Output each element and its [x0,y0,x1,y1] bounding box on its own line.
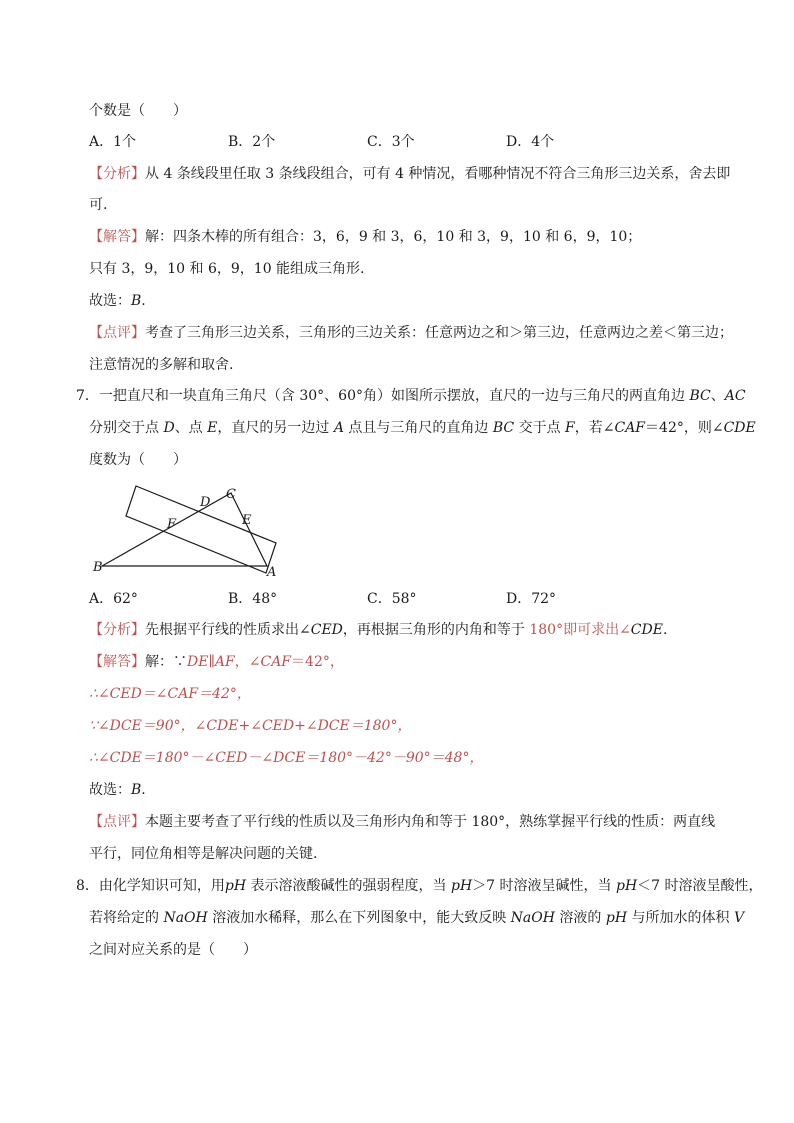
comment-text: 考查了三角形三边关系，三角形的三边关系：任意两边之和＞第三边，任意两边之差＜第三边； [145,325,733,341]
comment-tag: 【点评】 [89,325,145,341]
q7-comment-cont: 平行，同位角相等是解决问题的关键. [89,846,318,862]
q7-solution: 【解答】解：∵DE∥AF，∠CAF＝42°， [89,654,344,670]
analysis-tag: 【分析】 [89,166,145,182]
q7-stem-line1: 7．一把直尺和一块直角三角尺（含 30°、60°角）如图所示摆放，直尺的一边与三角尺的两直角边 BC、AC [76,388,746,404]
q7-stem-line2: 分别交于点 D、点 E，直尺的另一边过 A 点且与三角尺的直角边 BC 交于点 F，若∠CAF＝42°，则∠CDE [89,420,756,436]
q6-solution [89,227,641,247]
q7-step3: ∴∠CDE＝180°－∠CED－∠DCE＝180°－42°－90°＝48°， [89,750,484,766]
q7-analysis: 【分析】先根据平行线的性质求出∠CED，再根据三角形的内角和等于 180°即可求出∠CDE. [89,622,668,638]
label-C: C [226,487,236,502]
q6-stem-tail: 个数是（ ） [89,103,187,119]
q6-option-d[interactable]: D．4个 [506,134,555,150]
q6-answer: 故选：B. [89,293,146,309]
answer-letter: B [131,293,142,309]
analysis-text: 从 4 条线段里任取 3 条线段组合，可有 4 种情况，看哪种情况不符合三角形三边关系，舍去即 [145,166,731,182]
solution-text: 解：四条木棒的所有组合：3，6，9 和 3，6，10 和 3，9，10 和 6，9，10； [145,229,642,245]
q6-comment [89,323,733,343]
q8-stem-line1: 8．由化学知识可知，用pH 表示溶液酸碱性的强弱程度，当 pH＞7 时溶液呈碱性，当 pH＜7 时溶液呈酸性， [76,878,763,894]
label-D: D [200,495,211,510]
q7-stem-line3: 度数为（ ） [89,452,187,468]
q6-option-b[interactable]: B．2个 [228,134,276,150]
q6-comment-cont: 注意情况的多解和取舍. [89,357,234,373]
label-E: E [242,513,252,528]
q6-option-c[interactable]: C．3个 [367,134,415,150]
q8-stem-line3: 之间对应关系的是（ ） [89,942,257,958]
q6-analysis-cont: 可. [89,197,108,213]
q7-comment: 【点评】本题主要考查了平行线的性质以及三角形内角和等于 180°，熟练掌握平行线的性质：两直线 [89,814,716,830]
q7-option-b[interactable]: B．48° [228,591,278,607]
label-A: A [267,565,277,580]
q6-option-a[interactable]: A．1个 [89,134,137,150]
q7-geometry-figure [90,478,290,580]
q7-option-a[interactable]: A．62° [89,591,138,607]
q6-analysis [89,164,730,184]
q7-option-c[interactable]: C．58° [367,591,417,607]
q8-stem-line2: 若将给定的 NaOH 溶液加水稀释，那么在下列图象中，能大致反映 NaOH 溶液的 pH 与所加水的体积 V [89,910,745,926]
q7-answer: 故选：B. [89,782,146,798]
label-F: F [167,517,177,532]
q7-option-d[interactable]: D．72° [506,591,557,607]
q7-step2: ∵∠DCE＝90°，∠CDE+∠CED+∠DCE＝180°， [89,718,412,734]
q7-step1: ∴∠CED＝∠CAF＝42°， [89,686,251,702]
q6-solution-cont: 只有 3，9，10 和 6，9，10 能组成三角形. [89,261,365,277]
solution-tag: 【解答】 [89,229,145,245]
label-B: B [93,560,103,575]
